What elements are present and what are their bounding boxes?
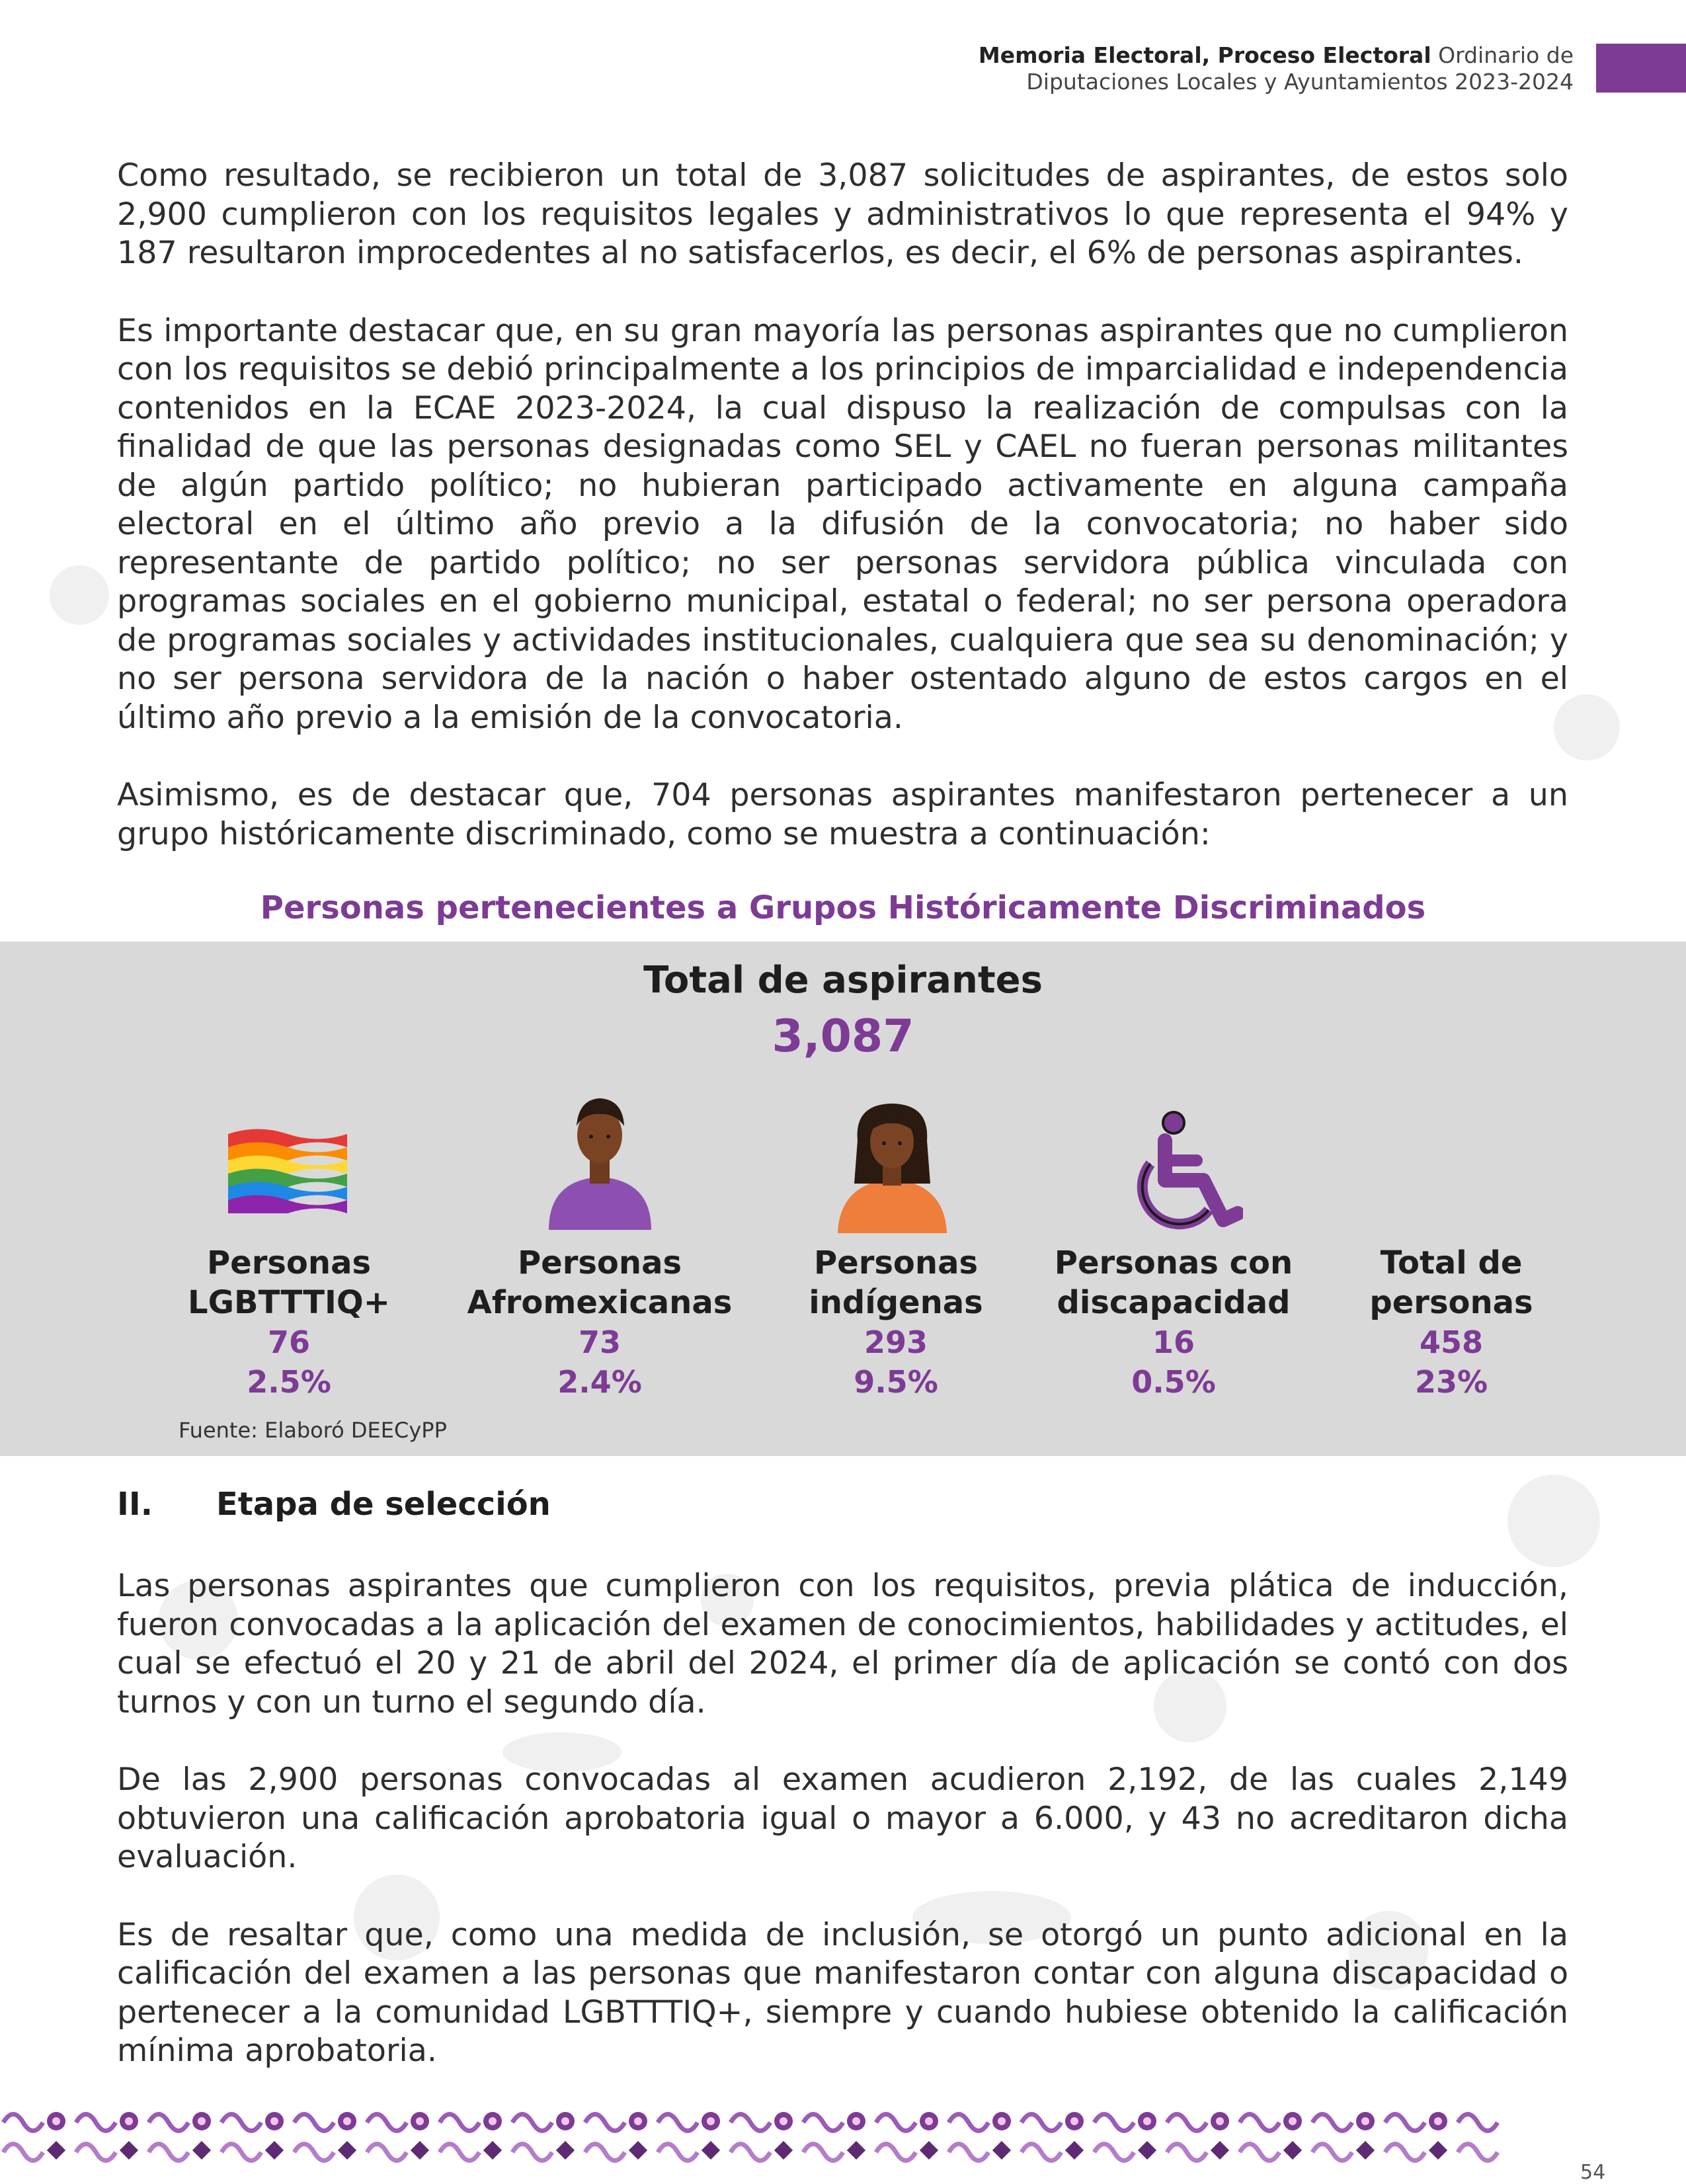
embroidery-motif <box>1240 2112 1302 2161</box>
section-title: Etapa de selección <box>216 1486 551 1523</box>
header-title-bold: Memoria Electoral, Proceso Electoral <box>978 42 1431 68</box>
category-percent: 2.5% <box>247 1364 331 1400</box>
category-label: Personas con <box>1054 1244 1293 1281</box>
source-note: Fuente: Elaboró DEECyPP <box>179 1418 447 1443</box>
total-aspirants-label: Total de aspirantes <box>643 959 1043 1002</box>
embroidery-border <box>0 2103 1501 2169</box>
paragraph-discriminated-groups: Asimismo, es de destacar que, 704 personas aspirantes manifestaron pertenecer a un grupo históricamente discriminado, como se muestra a continuación: <box>117 777 1568 852</box>
embroidery-motif <box>585 2112 647 2161</box>
header-subtitle: Diputaciones Locales y Ayuntamientos 2023-2024 <box>1026 69 1574 95</box>
category-label: Afromexicanas <box>467 1284 733 1321</box>
paragraph-exam-convocation: Las personas aspirantes que cumplieron con los requisitos, previa plática de inducción, fueron convocadas a la aplicación del examen de conocimientos, habilidades y actitudes, el cual se efectuó el 20 y 21 de abril del 2024, el primer día de aplicación se contó con dos turnos y con un turno el segundo día. <box>117 1568 1568 1720</box>
infographic-title: Personas pertenecientes a Grupos Históricamente Discriminados <box>260 889 1426 926</box>
category-label: LGBTTTIQ+ <box>188 1284 390 1321</box>
paragraph-requirements: Es importante destacar que, en su gran mayoría las personas aspirantes que no cumplieron con los requisitos se debió principalmente a los principios de imparcialidad e independencia contenidos en la ECAE 2023-2024, la cual dispuso la realización de compulsas con la finalidad de que las personas designadas como SEL y CAEL no fueran personas militantes de algún partido político; no hubieran participado activamente en alguna campaña electoral en el último año previo a la difusión de la convocatoria; no haber sido representante de partido político; no ser personas servidora pública vinculada con programas sociales en el gobierno municipal, estatal o federal; no ser persona operadora de programas sociales y actividades institucionales, cualquiera que sea su denominación; y no ser persona servidora de la nación o haber ostentado alguno de estos cargos en el último año previo a la emisión de la convocatoria. <box>117 312 1568 736</box>
category-label: Personas <box>517 1244 682 1281</box>
indigenous-person-icon <box>834 1101 950 1233</box>
category-count: 73 <box>578 1324 621 1360</box>
paragraph-inclusion-measure: Es de resaltar que, como una medida de inclusión, se otorgó un punto adicional en la calificación del examen a las personas que manifestaron contar con alguna discapacidad o pertenecer a la comunidad LGBTTTIQ+, siempre y cuando hubiese obtenido la calificación mínima aprobatoria. <box>117 1916 1568 2069</box>
afromexican-person-icon <box>542 1094 658 1230</box>
category-percent: 23% <box>1414 1364 1488 1400</box>
embroidery-motif <box>803 2112 865 2161</box>
section-number: II. <box>117 1486 153 1523</box>
embroidery-motif <box>658 2112 720 2161</box>
section-heading <box>117 1486 551 1523</box>
category-percent: 9.5% <box>854 1364 938 1400</box>
category-label: Personas <box>813 1244 979 1281</box>
wheelchair-icon <box>1124 1111 1243 1233</box>
embroidery-motif <box>440 2112 502 2161</box>
category-count: 458 <box>1419 1324 1484 1360</box>
rainbow-flag-icon <box>221 1121 351 1213</box>
category-percent: 0.5% <box>1131 1364 1216 1400</box>
category-label: Personas <box>206 1244 372 1281</box>
embroidery-motif <box>949 2112 1011 2161</box>
embroidery-motif <box>1167 2112 1229 2161</box>
indigenous-person-icon-alt <box>0 1101 116 1233</box>
category-total <box>1306 1243 1597 1402</box>
category-count: 76 <box>267 1324 310 1360</box>
category-afromexicanas <box>454 1243 745 1402</box>
paragraph-results: Como resultado, se recibieron un total de 3,087 solicitudes de aspirantes, de estos solo 2,900 cumplieron con los requisitos legales y administrativos lo que representa el 94% y 187 resultaron improcedentes al no satisfacerlos, es decir, el 6% de personas aspirantes. <box>117 157 1568 271</box>
page-header <box>979 42 1574 95</box>
header-accent-bar <box>1596 44 1686 93</box>
category-label: indígenas <box>809 1284 983 1321</box>
embroidery-motif <box>294 2112 356 2161</box>
embroidery-motif <box>367 2112 429 2161</box>
category-count: 293 <box>863 1324 928 1360</box>
category-label: Total de <box>1380 1244 1523 1281</box>
embroidery-motif <box>731 2112 793 2161</box>
embroidery-motif <box>1312 2112 1375 2161</box>
body-text-bottom <box>117 1567 1568 2071</box>
header-title-rest: Ordinario de <box>1431 42 1574 68</box>
embroidery-motif <box>876 2112 938 2161</box>
total-aspirants-value: 3,087 <box>772 1010 914 1063</box>
paragraph-exam-results: De las 2,900 personas convocadas al examen acudieron 2,192, de las cuales 2,149 obtuvieron una calificación aprobatoria igual o mayor a 6.000, y 43 no acreditaron dicha evaluación. <box>117 1761 1568 1875</box>
embroidery-motif <box>1094 2112 1156 2161</box>
category-label: discapacidad <box>1057 1284 1291 1321</box>
category-lgbtttiq <box>143 1243 434 1402</box>
embroidery-motif <box>1022 2112 1084 2161</box>
embroidery-motif <box>512 2112 575 2161</box>
body-text-top <box>117 157 1568 854</box>
page-number: 54 <box>1580 2161 1606 2184</box>
embroidery-motif <box>1458 2112 1501 2161</box>
category-discapacidad <box>1028 1243 1319 1402</box>
category-percent: 2.4% <box>557 1364 642 1400</box>
category-label: personas <box>1369 1284 1533 1321</box>
embroidery-motif <box>149 2112 211 2161</box>
embroidery-motif <box>1385 2112 1447 2161</box>
category-count: 16 <box>1152 1324 1195 1360</box>
embroidery-motif <box>221 2112 284 2161</box>
embroidery-motif <box>3 2112 65 2161</box>
category-indigenas <box>750 1243 1041 1402</box>
embroidery-motif <box>76 2112 138 2161</box>
